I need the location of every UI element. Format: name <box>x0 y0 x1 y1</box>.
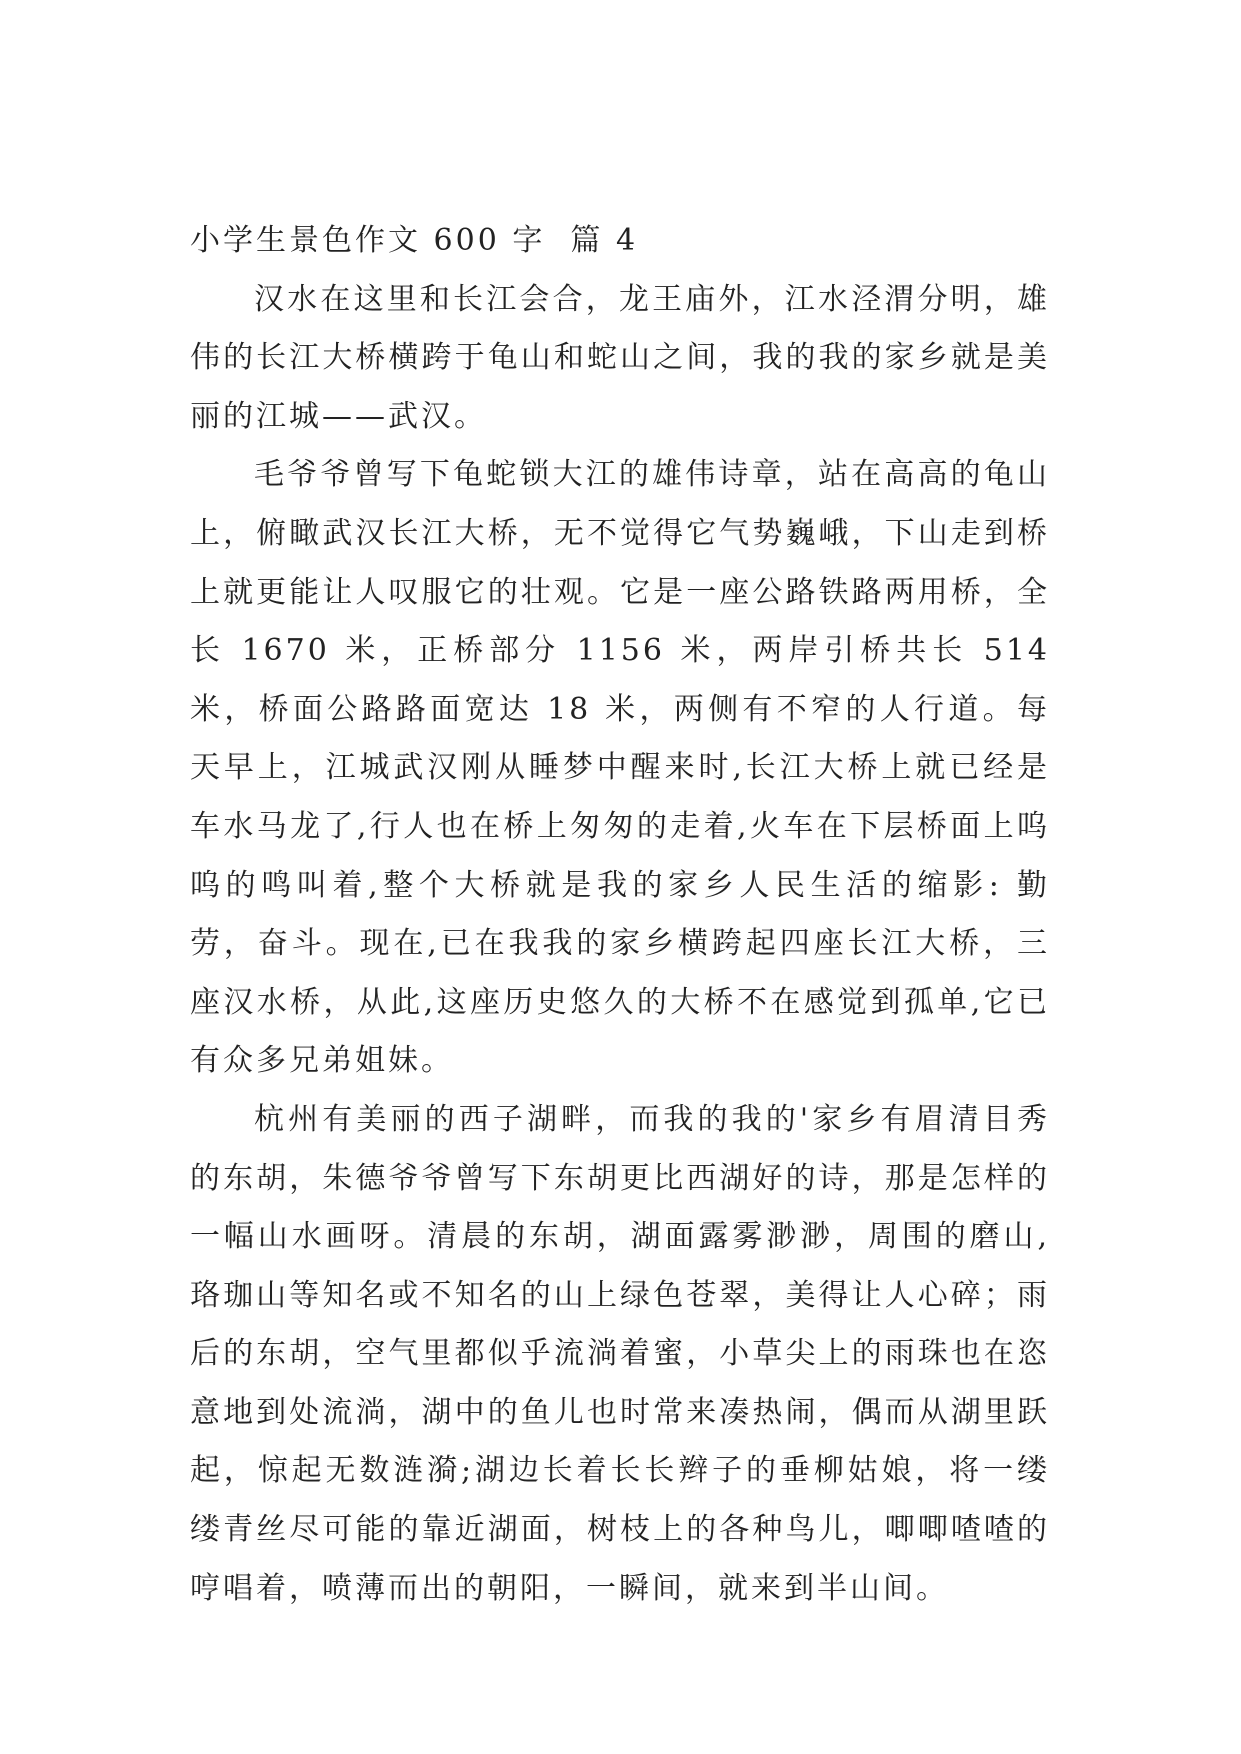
paragraph-3: 杭州有美丽的西子湖畔，而我的我的'家乡有眉清目秀的东胡，朱德爷爷曾写下东胡更比西湖好的诗，那是怎样的一幅山水画呀。清晨的东胡，湖面露雾渺渺，周围的磨山,珞珈山等知名或不知名的山上绿色苍翠，美得让人心碎；雨后的东胡，空气里都似乎流淌着蜜，小草尖上的雨珠也在恣意地到处流淌，湖中的鱼儿也时常来凑热闹，偶而从湖里跃起，惊起无数涟漪;湖边长着长长辫子的垂柳姑娘，将一缕缕青丝尽可能的靠近湖面，树枝上的各种鸟儿，唧唧喳喳的哼唱着，喷薄而出的朝阳，一瞬间，就来到半山间。 <box>190 1101 1050 1606</box>
document-title: 小学生景色作文 600 字 篇 4 <box>190 223 639 258</box>
document-body <box>190 212 1050 1618</box>
paragraph-2: 毛爷爷曾写下龟蛇锁大江的雄伟诗章，站在高高的龟山上，俯瞰武汉长江大桥，无不觉得它气势巍峨，下山走到桥上就更能让人叹服它的壮观。它是一座公路铁路两用桥，全长 1670 米，正桥部分 1156 米，两岸引桥共长 514 米，桥面公路路面宽达 18 米，两侧有不窄的人行道。每天早上，江城武汉刚从睡梦中醒来时,长江大桥上就已经是车水马龙了,行人也在桥上匆匆的走着,火车在下层桥面上呜呜的鸣叫着,整个大桥就是我的家乡人民生活的缩影: 勤劳，奋斗。现在,已在我我的家乡横跨起四座长江大桥，三座汉水桥，从此,这座历史悠久的大桥不在感觉到孤单,它已有众多兄弟姐妹。 <box>190 457 1050 1079</box>
paragraph-1: 汉水在这里和长江会合，龙王庙外，江水泾渭分明，雄伟的长江大桥横跨于龟山和蛇山之间，我的我的家乡就是美丽的江城——武汉。 <box>190 281 1050 434</box>
